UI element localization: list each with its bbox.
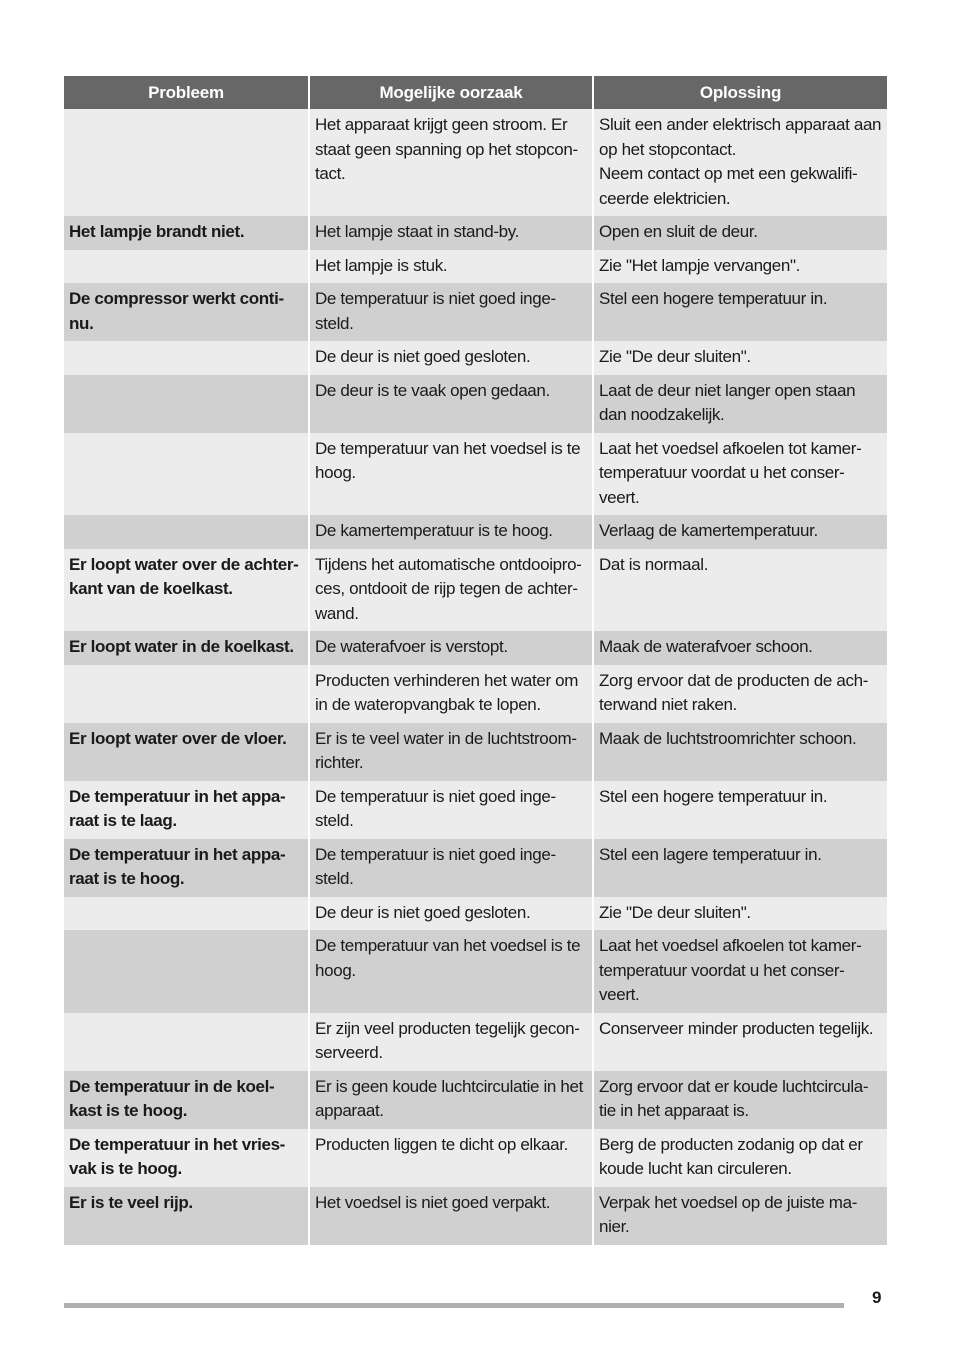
problem-cell: Er loopt water in de koelkast. (64, 631, 309, 665)
table-row (64, 216, 887, 250)
solution-cell: Zie "De deur sluiten". (593, 341, 887, 375)
cause-cell: De deur is niet goed gesloten. (309, 341, 593, 375)
footer-rule (64, 1303, 844, 1308)
table-row (64, 433, 887, 516)
table-row (64, 375, 887, 433)
table-row (64, 665, 887, 723)
solution-cell: Berg de producten zodanig op dat er koude lucht kan circuleren. (593, 1129, 887, 1187)
solution-cell: Dat is normaal. (593, 549, 887, 632)
cause-cell: Tijdens het automatische ontdooipro- ces, ontdooit de rijp tegen de achter- wand. (309, 549, 593, 632)
table-body (64, 109, 887, 1245)
cause-cell: Producten liggen te dicht op elkaar. (309, 1129, 593, 1187)
solution-cell: Verlaag de kamertemperatuur. (593, 515, 887, 549)
problem-cell (64, 1013, 309, 1071)
header-solution: Oplossing (593, 76, 887, 109)
table-row (64, 839, 887, 897)
problem-cell (64, 515, 309, 549)
table-row (64, 515, 887, 549)
solution-cell: Stel een lagere temperatuur in. (593, 839, 887, 897)
table-header-row (64, 76, 887, 109)
page-number: 9 (872, 1288, 882, 1307)
cause-cell: De kamertemperatuur is te hoog. (309, 515, 593, 549)
table-row (64, 1013, 887, 1071)
header-problem: Probleem (64, 76, 309, 109)
cause-cell: Het apparaat krijgt geen stroom. Er staat geen spanning op het stopcon- tact. (309, 109, 593, 216)
solution-cell: Sluit een ander elektrisch apparaat aan op het stopcontact. Neem contact op met een gekwalifi- ceerde elektricien. (593, 109, 887, 216)
solution-cell: Maak de waterafvoer schoon. (593, 631, 887, 665)
table-row (64, 1071, 887, 1129)
cause-cell: Producten verhinderen het water om in de wateropvangbak te lopen. (309, 665, 593, 723)
table-row (64, 781, 887, 839)
problem-cell (64, 250, 309, 284)
cause-cell: De temperatuur is niet goed inge- steld. (309, 283, 593, 341)
table-row (64, 723, 887, 781)
solution-cell: Stel een hogere temperatuur in. (593, 283, 887, 341)
cause-cell: De deur is niet goed gesloten. (309, 897, 593, 931)
problem-cell: Er loopt water over de achter- kant van de koelkast. (64, 549, 309, 632)
problem-cell (64, 433, 309, 516)
cause-cell: De temperatuur van het voedsel is te hoog. (309, 433, 593, 516)
cause-cell: De temperatuur is niet goed inge- steld. (309, 839, 593, 897)
problem-cell (64, 375, 309, 433)
troubleshooting-table (64, 76, 887, 1245)
problem-cell: De compressor werkt conti- nu. (64, 283, 309, 341)
cause-cell: Er zijn veel producten tegelijk gecon- serveerd. (309, 1013, 593, 1071)
problem-cell: De temperatuur in het appa- raat is te hoog. (64, 839, 309, 897)
table-row (64, 631, 887, 665)
cause-cell: Er is te veel water in de luchtstroom- richter. (309, 723, 593, 781)
problem-cell (64, 109, 309, 216)
solution-cell: Zorg ervoor dat er koude luchtcircula- tie in het apparaat is. (593, 1071, 887, 1129)
problem-cell: Er is te veel rijp. (64, 1187, 309, 1245)
cause-cell: Er is geen koude luchtcirculatie in het apparaat. (309, 1071, 593, 1129)
table-row (64, 109, 887, 216)
solution-cell: Conserveer minder producten tegelijk. (593, 1013, 887, 1071)
problem-cell (64, 341, 309, 375)
solution-cell: Open en sluit de deur. (593, 216, 887, 250)
cause-cell: Het voedsel is niet goed verpakt. (309, 1187, 593, 1245)
cause-cell: De temperatuur is niet goed inge- steld. (309, 781, 593, 839)
problem-cell: De temperatuur in het appa- raat is te laag. (64, 781, 309, 839)
problem-cell (64, 930, 309, 1013)
problem-cell (64, 665, 309, 723)
problem-cell: Het lampje brandt niet. (64, 216, 309, 250)
cause-cell: De waterafvoer is verstopt. (309, 631, 593, 665)
solution-cell: Laat het voedsel afkoelen tot kamer- temperatuur voordat u het conser- veert. (593, 433, 887, 516)
solution-cell: Laat de deur niet langer open staan dan noodzakelijk. (593, 375, 887, 433)
table-row (64, 930, 887, 1013)
cause-cell: Het lampje staat in stand-by. (309, 216, 593, 250)
solution-cell: Zie "De deur sluiten". (593, 897, 887, 931)
table-row (64, 341, 887, 375)
solution-cell: Stel een hogere temperatuur in. (593, 781, 887, 839)
problem-cell: De temperatuur in de koel- kast is te hoog. (64, 1071, 309, 1129)
cause-cell: De temperatuur van het voedsel is te hoog. (309, 930, 593, 1013)
table-row (64, 897, 887, 931)
solution-cell: Zie "Het lampje vervangen". (593, 250, 887, 284)
cause-cell: Het lampje is stuk. (309, 250, 593, 284)
header-cause: Mogelijke oorzaak (309, 76, 593, 109)
solution-cell: Zorg ervoor dat de producten de ach- terwand niet raken. (593, 665, 887, 723)
table-row (64, 250, 887, 284)
problem-cell: De temperatuur in het vries- vak is te hoog. (64, 1129, 309, 1187)
table-row (64, 283, 887, 341)
table-row (64, 1187, 887, 1245)
solution-cell: Laat het voedsel afkoelen tot kamer- temperatuur voordat u het conser- veert. (593, 930, 887, 1013)
cause-cell: De deur is te vaak open gedaan. (309, 375, 593, 433)
table-row (64, 1129, 887, 1187)
problem-cell (64, 897, 309, 931)
solution-cell: Maak de luchtstroomrichter schoon. (593, 723, 887, 781)
solution-cell: Verpak het voedsel op de juiste ma- nier. (593, 1187, 887, 1245)
table-row (64, 549, 887, 632)
problem-cell: Er loopt water over de vloer. (64, 723, 309, 781)
